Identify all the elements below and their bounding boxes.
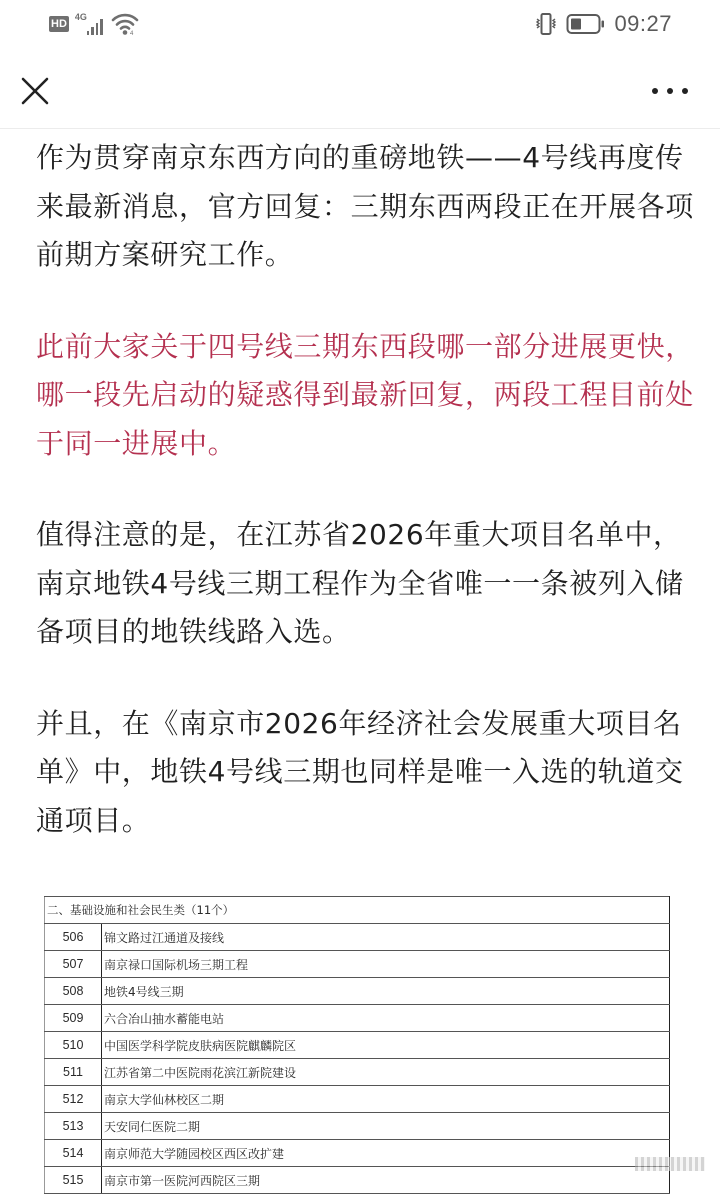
table-row (45, 1059, 670, 1086)
wifi-icon (111, 13, 139, 35)
article-body (36, 134, 696, 888)
more-icon-dot (667, 88, 673, 94)
close-button[interactable] (18, 74, 52, 108)
status-bar-right (534, 10, 672, 38)
table-row (45, 1005, 670, 1032)
table-row (45, 1167, 670, 1194)
project-name: 南京师范大学随园校区西区改扩建 (102, 1140, 670, 1167)
project-number: 513 (45, 1113, 102, 1140)
hd-icon: HD (51, 18, 67, 30)
project-number: 510 (45, 1032, 102, 1059)
svg-text:4: 4 (129, 31, 134, 35)
table-category-row (45, 897, 670, 924)
network-type-label: 4G (74, 12, 87, 22)
project-name: 南京市第一医院河西院区三期 (102, 1167, 670, 1194)
table-row (45, 951, 670, 978)
project-number: 515 (45, 1167, 102, 1194)
status-bar-left (49, 12, 139, 36)
clock: 09:27 (614, 11, 672, 36)
4g-signal-icon (75, 13, 105, 35)
table-row (45, 1086, 670, 1113)
table-row (45, 1140, 670, 1167)
table-row (45, 1032, 670, 1059)
project-name: 六合冶山抽水蓄能电站 (102, 1005, 670, 1032)
project-name: 天安同仁医院二期 (102, 1113, 670, 1140)
project-number: 506 (45, 924, 102, 951)
project-number: 509 (45, 1005, 102, 1032)
table-row (45, 924, 670, 951)
status-bar (0, 0, 720, 50)
close-icon (18, 74, 52, 108)
project-number: 511 (45, 1059, 102, 1086)
project-list-image[interactable] (44, 896, 670, 1194)
vibrate-icon (534, 12, 558, 36)
project-name: 中国医学科学院皮肤病医院麒麟院区 (102, 1032, 670, 1059)
article-paragraph: 并且，在《南京市2026年经济社会发展重大项目名单》中，地铁4号线三期也同样是唯一入选的轨道交通项目。 (36, 706, 684, 837)
table-row (45, 1113, 670, 1140)
project-number: 508 (45, 978, 102, 1005)
table-category: 二、基础设施和社会民生类（11个） (45, 897, 670, 924)
more-options-button[interactable] (652, 82, 688, 100)
project-name: 南京大学仙林校区二期 (102, 1086, 670, 1113)
project-name: 南京禄口国际机场三期工程 (102, 951, 670, 978)
project-table (44, 896, 670, 1194)
project-name: 锦文路过江通道及接线 (102, 924, 670, 951)
battery-icon (566, 13, 606, 35)
project-number: 507 (45, 951, 102, 978)
table-row (45, 978, 670, 1005)
more-icon-dot (652, 88, 658, 94)
signal-bars (87, 19, 103, 35)
project-number: 512 (45, 1086, 102, 1113)
article-paragraph: 作为贯穿南京东西方向的重磅地铁——4号线再度传来最新消息，官方回复：三期东西两段正在开展各项前期方案研究工作。 (36, 141, 694, 271)
more-icon-dot (682, 88, 688, 94)
project-number: 514 (45, 1140, 102, 1167)
project-name: 江苏省第二中医院雨花滨江新院建设 (102, 1059, 670, 1086)
article-paragraph-highlight: 此前大家关于四号线三期东西段哪一部分进展更快，哪一段先启动的疑惑得到最新回复，两段工程目前处于同一进展中。 (36, 329, 694, 460)
nav-bar (0, 50, 720, 129)
project-name: 地铁4号线三期 (102, 978, 670, 1005)
image-watermark (635, 1157, 705, 1171)
article-paragraph: 值得注意的是，在江苏省2026年重大项目名单中，南京地铁4号线三期工程作为全省唯一一条被列入储备项目的地铁线路入选。 (36, 518, 684, 648)
